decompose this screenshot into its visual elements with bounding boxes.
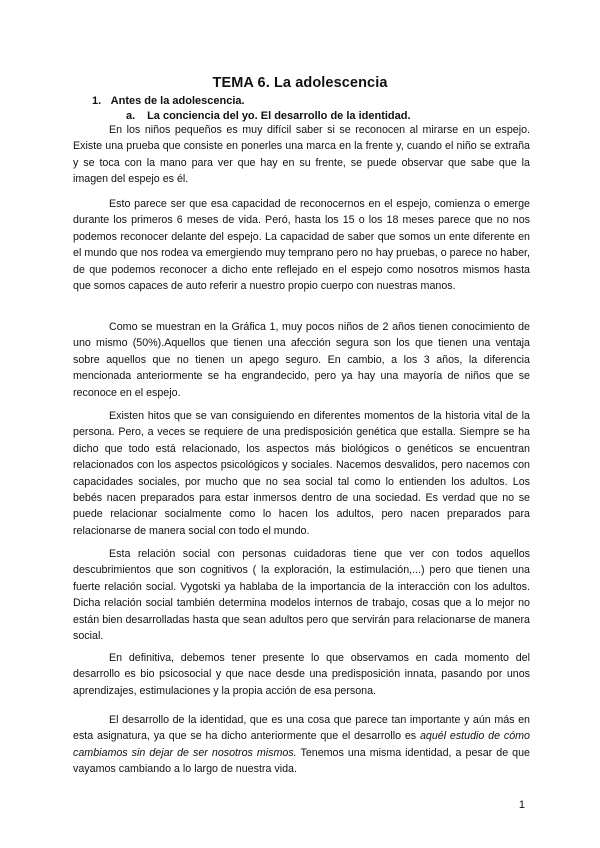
paragraph-7-text-start: El desarrollo de la identidad, que es una cosa que parece tan importante y aún más en esta asignatura, ya que se ha dicho anteriormente que el desarrollo es <box>73 714 530 743</box>
paragraph-4: Existen hitos que se van consiguiendo en diferentes momentos de la historia vital de la persona. Pero, a veces se requiere de una predisposición genética que estalla. Siempre se ha dicho que todo está relacionado, los aspectos más biológicos o genéticos se encuentran relacionados con los aspectos psicológicos y sociales. Nacemos desvalidos, pero nacemos con capacidades sociales, por mucho que no sea social tal como lo entienden los adultos. Los bebés nacen preparados para estar inmersos dentro de una sociedad. Es verdad que no se puede relacionar socialmente como lo hacen los adultos, pero nacen preparados para relacionarse de manera social con todo el mundo. <box>73 410 530 537</box>
paragraph-5: Esta relación social con personas cuidadoras tiene que ver con todos aquellos descubrimientos que son cognitivos ( la exploración, la estimulación,...) pero que tienen una fuerte relación social. Vygotski ya hablaba de la importancia de la interacción con los adultos. Dicha relación social también determina modelos internos de trabajo, cosas que a lo mejor no están bien desarrolladas hasta que sean adultos pero que servirán para relacionarse de manera social. <box>73 548 530 643</box>
paragraph-6: En definitiva, debemos tener presente lo que observamos en cada momento del desarrollo es bio psicosocial y que nace desde una predisposición innata, pasando por unos aprendizajes, estimulaciones y la propia acción de esa persona. <box>73 652 530 697</box>
paragraph-2: Esto parece ser que esa capacidad de reconocernos en el espejo, comienza o emerge durante los primeros 6 meses de vida. Peró, hasta los 15 o los 18 meses parece que no nos podemos reconocer delante del espejo. La capacidad de saber que somos un ente diferente en el mundo que nos rodea va emergiendo muy temprano pero no hay pruebas, o parece no haber, de que podemos reconocer a dicho ente reflejado en el espejo como nosotros mismos hasta que somos capaces de auto referir a nuestro propio cuerpo con nuestras manos. <box>73 198 530 293</box>
section-number: 1. <box>92 95 102 107</box>
section-heading <box>92 95 245 107</box>
subsection-title: La conciencia del yo. El desarrollo de la identidad. <box>147 110 411 122</box>
paragraph-7-italic-quote: aquél estudio de cómo cambiamos sin dejar de ser nosotros mismos. <box>73 730 530 759</box>
paragraph-7 <box>73 712 530 778</box>
paragraph-3: Como se muestran en la Gráfica 1, muy pocos niños de 2 años tienen conocimiento de uno mismo (50%).Aquellos que tienen una afección segura son los que tienen una ventaja sobre aquellos que no tienen un apego seguro. En cambio, a los 3 años, la diferencia mencionada anteriormente se ha engrandecido, pero ya hay una mayoría de niños que se reconoce en el espejo. <box>73 321 530 399</box>
subsection-heading <box>126 110 411 122</box>
paragraph-1: En los niños pequeños es muy difícil saber si se reconocen al mirarse en un espejo. Existe una prueba que consiste en ponerles una marca en la frente y, cuando el niño se extraña y se toca con la mano para ver que hay en su frente, se puede observar que sabe que la imagen del espejo es él. <box>73 124 530 186</box>
page-number: 1 <box>518 799 525 811</box>
document-title: TEMA 6. La adolescencia <box>212 75 388 91</box>
paragraph-7-text-end: Tenemos una misma identidad, a pesar de que vayamos cambiando a lo largo de nuestra vida. <box>73 746 530 776</box>
section-title: Antes de la adolescencia. <box>110 95 245 107</box>
subsection-letter: a. <box>126 110 136 122</box>
